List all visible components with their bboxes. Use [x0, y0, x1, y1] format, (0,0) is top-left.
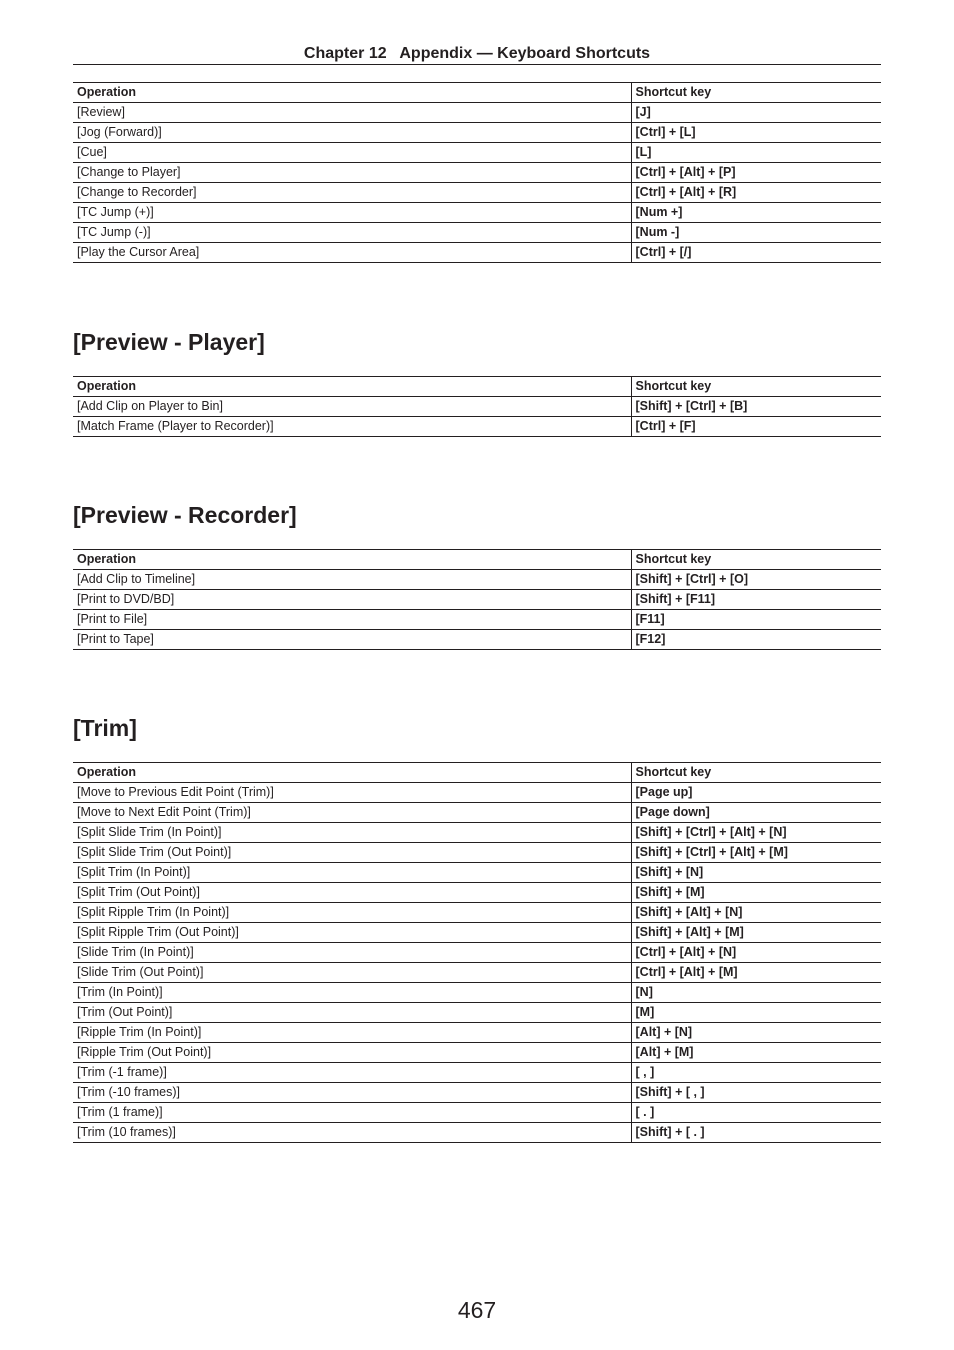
operation-cell: [Split Trim (Out Point)]: [73, 883, 631, 903]
table-row: [73, 103, 881, 123]
operation-cell: [Split Trim (In Point)]: [73, 863, 631, 883]
table-row: [73, 783, 881, 803]
table-header-row: [73, 763, 881, 783]
shortcut-cell: [F12]: [631, 630, 881, 650]
shortcut-cell: [Shift] + [ , ]: [631, 1083, 881, 1103]
shortcut-cell: [Shift] + [Alt] + [M]: [631, 923, 881, 943]
shortcut-cell: [Ctrl] + [Alt] + [P]: [631, 163, 881, 183]
shortcut-table-trim: [73, 762, 881, 1143]
table-row: [73, 883, 881, 903]
table-row: [73, 863, 881, 883]
shortcut-cell: [J]: [631, 103, 881, 123]
table-row: [73, 1043, 881, 1063]
operation-column-header: Operation: [73, 550, 631, 570]
operation-cell: [Change to Player]: [73, 163, 631, 183]
shortcut-cell: [ , ]: [631, 1063, 881, 1083]
shortcut-cell: [Shift] + [Ctrl] + [B]: [631, 397, 881, 417]
operation-column-header: Operation: [73, 83, 631, 103]
shortcut-cell: [Shift] + [Ctrl] + [Alt] + [N]: [631, 823, 881, 843]
operation-cell: [Play the Cursor Area]: [73, 243, 631, 263]
operation-cell: [Slide Trim (Out Point)]: [73, 963, 631, 983]
table-row: [73, 163, 881, 183]
table-row: [73, 1023, 881, 1043]
shortcut-column-header: Shortcut key: [631, 83, 881, 103]
shortcut-cell: [Num -]: [631, 223, 881, 243]
shortcut-cell: [Ctrl] + [Alt] + [M]: [631, 963, 881, 983]
operation-cell: [Change to Recorder]: [73, 183, 631, 203]
operation-cell: [Print to File]: [73, 610, 631, 630]
table-row: [73, 1003, 881, 1023]
table-row: [73, 943, 881, 963]
operation-cell: [Match Frame (Player to Recorder)]: [73, 417, 631, 437]
shortcut-column-header: Shortcut key: [631, 377, 881, 397]
shortcut-cell: [Page up]: [631, 783, 881, 803]
shortcut-cell: [Num +]: [631, 203, 881, 223]
table-row: [73, 203, 881, 223]
shortcut-cell: [Shift] + [Ctrl] + [O]: [631, 570, 881, 590]
operation-cell: [Trim (10 frames)]: [73, 1123, 631, 1143]
table-row: [73, 630, 881, 650]
table-row: [73, 243, 881, 263]
table-row: [73, 143, 881, 163]
running-header: [73, 44, 881, 64]
operation-column-header: Operation: [73, 377, 631, 397]
chapter-label: Chapter 12: [303, 45, 387, 62]
table-header-row: [73, 550, 881, 570]
table-row: [73, 610, 881, 630]
table-header-row: [73, 377, 881, 397]
shortcut-cell: [Ctrl] + [F]: [631, 417, 881, 437]
shortcut-table-playback: [73, 82, 881, 263]
table-row: [73, 803, 881, 823]
shortcut-cell: [Shift] + [Alt] + [N]: [631, 903, 881, 923]
operation-cell: [Split Ripple Trim (In Point)]: [73, 903, 631, 923]
table-row: [73, 1083, 881, 1103]
table-row: [73, 963, 881, 983]
table-row: [73, 223, 881, 243]
operation-cell: [Print to DVD/BD]: [73, 590, 631, 610]
operation-cell: [Ripple Trim (Out Point)]: [73, 1043, 631, 1063]
table-row: [73, 823, 881, 843]
table-row: [73, 983, 881, 1003]
operation-cell: [TC Jump (-)]: [73, 223, 631, 243]
shortcut-cell: [Shift] + [M]: [631, 883, 881, 903]
shortcut-cell: [Shift] + [F11]: [631, 590, 881, 610]
operation-cell: [Jog (Forward)]: [73, 123, 631, 143]
section-title-preview-player: [Preview - Player]: [73, 329, 265, 355]
operation-cell: [Move to Next Edit Point (Trim)]: [73, 803, 631, 823]
operation-cell: [Trim (In Point)]: [73, 983, 631, 1003]
table-row: [73, 843, 881, 863]
shortcut-cell: [ . ]: [631, 1103, 881, 1123]
shortcut-cell: [Alt] + [M]: [631, 1043, 881, 1063]
shortcut-table-preview-recorder: [73, 549, 881, 650]
table-row: [73, 923, 881, 943]
operation-cell: [TC Jump (+)]: [73, 203, 631, 223]
section-title-preview-recorder: [Preview - Recorder]: [73, 502, 297, 528]
shortcut-table-preview-player: [73, 376, 881, 437]
operation-cell: [Cue]: [73, 143, 631, 163]
operation-cell: [Ripple Trim (In Point)]: [73, 1023, 631, 1043]
table-row: [73, 1123, 881, 1143]
operation-cell: [Print to Tape]: [73, 630, 631, 650]
table-row: [73, 417, 881, 437]
operation-cell: [Move to Previous Edit Point (Trim)]: [73, 783, 631, 803]
table-row: [73, 1103, 881, 1123]
shortcut-cell: [L]: [631, 143, 881, 163]
shortcut-cell: [Page down]: [631, 803, 881, 823]
operation-cell: [Split Slide Trim (In Point)]: [73, 823, 631, 843]
table-row: [73, 570, 881, 590]
operation-cell: [Split Slide Trim (Out Point)]: [73, 843, 631, 863]
shortcut-cell: [Shift] + [ . ]: [631, 1123, 881, 1143]
header-rule: [73, 64, 881, 65]
shortcut-column-header: Shortcut key: [631, 550, 881, 570]
operation-cell: [Add Clip to Timeline]: [73, 570, 631, 590]
operation-cell: [Trim (-1 frame)]: [73, 1063, 631, 1083]
shortcut-cell: [N]: [631, 983, 881, 1003]
operation-cell: [Split Ripple Trim (Out Point)]: [73, 923, 631, 943]
operation-column-header: Operation: [73, 763, 631, 783]
operation-cell: [Add Clip on Player to Bin]: [73, 397, 631, 417]
shortcut-cell: [M]: [631, 1003, 881, 1023]
shortcut-cell: [Ctrl] + [Alt] + [R]: [631, 183, 881, 203]
shortcut-cell: [Shift] + [N]: [631, 863, 881, 883]
shortcut-cell: [F11]: [631, 610, 881, 630]
section-title-trim: [Trim]: [73, 715, 137, 741]
table-header-row: [73, 83, 881, 103]
table-row: [73, 397, 881, 417]
table-row: [73, 590, 881, 610]
shortcut-cell: [Ctrl] + [Alt] + [N]: [631, 943, 881, 963]
shortcut-cell: [Ctrl] + [L]: [631, 123, 881, 143]
chapter-title: Appendix — Keyboard Shortcuts: [399, 45, 651, 62]
shortcut-cell: [Shift] + [Ctrl] + [Alt] + [M]: [631, 843, 881, 863]
shortcut-cell: [Alt] + [N]: [631, 1023, 881, 1043]
operation-cell: [Slide Trim (In Point)]: [73, 943, 631, 963]
operation-cell: [Trim (-10 frames)]: [73, 1083, 631, 1103]
page-number: 467: [457, 1297, 497, 1323]
operation-cell: [Review]: [73, 103, 631, 123]
operation-cell: [Trim (Out Point)]: [73, 1003, 631, 1023]
table-row: [73, 123, 881, 143]
shortcut-column-header: Shortcut key: [631, 763, 881, 783]
operation-cell: [Trim (1 frame)]: [73, 1103, 631, 1123]
table-row: [73, 183, 881, 203]
shortcut-cell: [Ctrl] + [/]: [631, 243, 881, 263]
table-row: [73, 1063, 881, 1083]
table-row: [73, 903, 881, 923]
